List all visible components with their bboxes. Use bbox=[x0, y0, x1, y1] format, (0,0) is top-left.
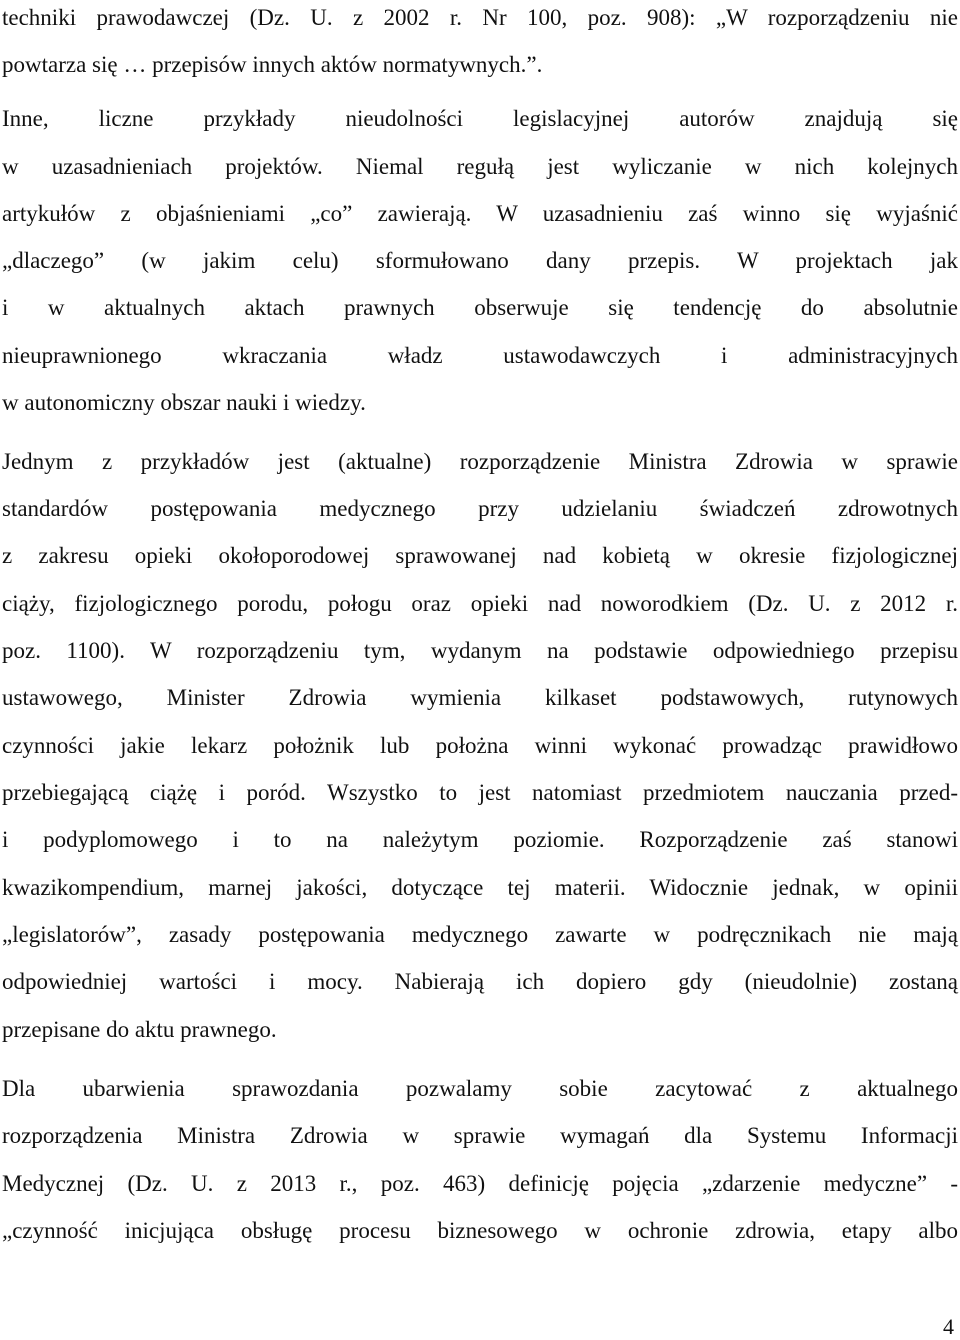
text-line: artykułów z objaśnieniami „co” zawierają. W uzasadnieniu zaś winno się wyjaśnić bbox=[2, 201, 958, 226]
text-line: techniki prawodawczej (Dz. U. z 2002 r. Nr 100, poz. 908): „W rozporządzeniu nie bbox=[2, 5, 958, 30]
text-line: przepisane do aktu prawnego. bbox=[2, 1017, 277, 1042]
text-line: poz. 1100). W rozporządzeniu tym, wydanym na podstawie odpowiedniego przepisu bbox=[2, 638, 958, 663]
text-line: standardów postępowania medycznego przy udzielaniu świadczeń zdrowotnych bbox=[2, 496, 958, 521]
text-line: i podyplomowego i to na należytym poziomie. Rozporządzenie zaś stanowi bbox=[2, 827, 958, 852]
text-line: ciąży, fizjologicznego porodu, połogu oraz opieki nad noworodkiem (Dz. U. z 2012 r. bbox=[2, 591, 958, 616]
text-line: czynności jakie lekarz położnik lub położna winni wykonać prowadząc prawidłowo bbox=[2, 733, 958, 758]
text-line: i w aktualnych aktach prawnych obserwuje się tendencję do absolutnie bbox=[2, 295, 958, 320]
text-line: Inne, liczne przykłady nieudolności legislacyjnej autorów znajdują się bbox=[2, 106, 958, 131]
text-line: z zakresu opieki okołoporodowej sprawowanej nad kobietą w okresie fizjologicznej bbox=[2, 543, 958, 568]
text-line: Jednym z przykładów jest (aktualne) rozporządzenie Ministra Zdrowia w sprawie bbox=[2, 449, 958, 474]
text-line: Medycznej (Dz. U. z 2013 r., poz. 463) definicję pojęcia „zdarzenie medyczne” - bbox=[2, 1171, 958, 1196]
text-line: rozporządzenia Ministra Zdrowia w sprawie wymagań dla Systemu Informacji bbox=[2, 1123, 958, 1148]
text-line: ustawowego, Minister Zdrowia wymienia kilkaset podstawowych, rutynowych bbox=[2, 685, 958, 710]
page-number: 4 bbox=[943, 1314, 954, 1339]
text-line: powtarza się … przepisów innych aktów normatywnych.”. bbox=[2, 52, 543, 77]
text-line: w autonomiczny obszar nauki i wiedzy. bbox=[2, 390, 366, 415]
text-line: kwazikompendium, marnej jakości, dotyczące tej materii. Widocznie jednak, w opinii bbox=[2, 875, 958, 900]
text-line: przebiegającą ciążę i poród. Wszystko to jest natomiast przedmiotem nauczania przed- bbox=[2, 780, 958, 805]
text-line: „dlaczego” (w jakim celu) sformułowano dany przepis. W projektach jak bbox=[2, 248, 958, 273]
text-line: nieuprawnionego wkraczania władz ustawodawczych i administracyjnych bbox=[2, 343, 958, 368]
text-line: w uzasadnieniach projektów. Niemal regułą jest wyliczanie w nich kolejnych bbox=[2, 154, 958, 179]
text-line: „czynność inicjująca obsługę procesu biznesowego w ochronie zdrowia, etapy albo bbox=[2, 1218, 958, 1243]
text-line: odpowiedniej wartości i mocy. Nabierają ich dopiero gdy (nieudolnie) zostaną bbox=[2, 969, 958, 994]
text-line: Dla ubarwienia sprawozdania pozwalamy sobie zacytować z aktualnego bbox=[2, 1076, 958, 1101]
text-line: „legislatorów”, zasady postępowania medycznego zawarte w podręcznikach nie mają bbox=[2, 922, 958, 947]
